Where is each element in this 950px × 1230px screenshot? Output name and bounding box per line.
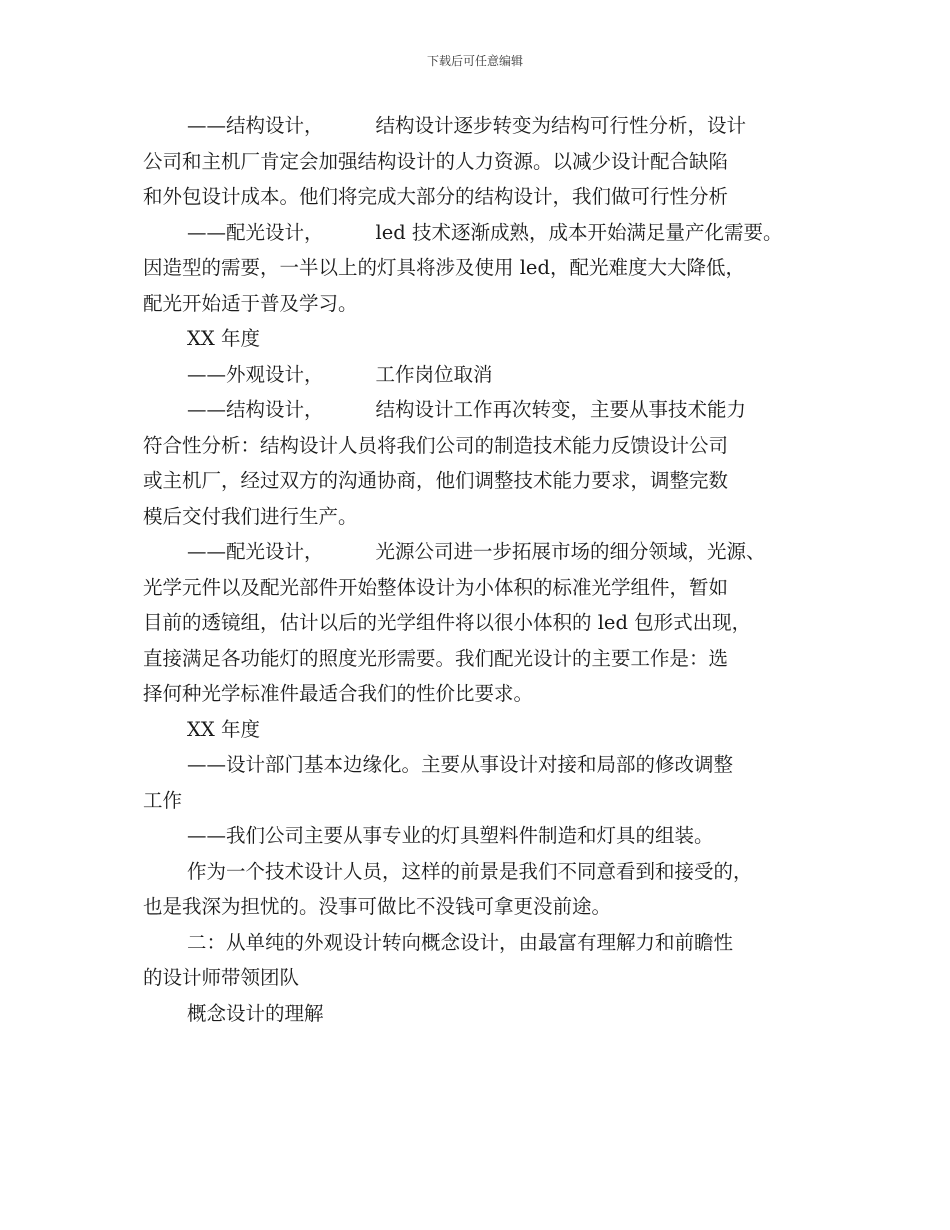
text-span: ——配光设计，: [187, 220, 324, 244]
document-body: [143, 108, 813, 1031]
paragraph-line: ——设计部门基本边缘化。主要从事设计对接和局部的修改调整: [187, 753, 734, 776]
paragraph-line: 公司和主机厂肯定会加强结构设计的人力资源。以减少设计配合缺陷: [143, 149, 729, 173]
paragraph-line: [143, 534, 813, 570]
text-span: led 技术逐渐成熟，成本开始满足量产化需要。: [375, 220, 783, 244]
paragraph-line: 和外包设计成本。他们将完成大部分的结构设计，我们做可行性分析: [143, 185, 729, 208]
paragraph-line: 配光开始适于普及学习。: [143, 291, 358, 315]
paragraph-line: [143, 215, 813, 251]
paragraph-line: [143, 392, 813, 428]
text-span: ——配光设计，: [187, 540, 324, 563]
paragraph-line: 光学元件以及配光部件开始整体设计为小体积的标准光学组件，暂如: [143, 575, 729, 599]
paragraph-line: 工作: [143, 788, 183, 812]
section-heading-continued: 的设计师带领团队: [143, 966, 300, 989]
paragraph-line: 择何种光学标准件最适合我们的性价比要求。: [143, 682, 534, 705]
year-heading: XX 年度: [187, 327, 260, 350]
paragraph-line: [143, 357, 813, 393]
paragraph-line: 因造型的需要，一半以上的灯具将涉及使用 led，配光难度大大降低，: [143, 256, 745, 279]
text-span: 结构设计逐步转变为结构可行性分析，设计: [375, 114, 747, 137]
page-header-note: 下载后可任意编辑: [426, 54, 523, 68]
paragraph-line: 目前的透镜组，估计以后的光学组件将以很小体积的 led 包形式出现，: [143, 611, 752, 634]
paragraph-line: [143, 108, 813, 144]
year-heading: XX 年度: [187, 717, 260, 741]
text-span: ——外观设计，: [187, 362, 324, 386]
paragraph-line: 作为一个技术设计人员，这样的前景是我们不同意看到和接受的，: [187, 859, 753, 883]
paragraph-line: 或主机厂，经过双方的沟通协商，他们调整技术能力要求，调整完数: [143, 469, 729, 492]
text-span: 光源公司进一步拓展市场的细分领域，光源、: [375, 540, 766, 563]
text-span: 结构设计工作再次转变，主要从事技术能力: [375, 398, 747, 421]
paragraph-line: 也是我深为担忧的。没事可做比不没钱可拿更没前途。: [143, 895, 612, 918]
section-heading: 二：从单纯的外观设计转向概念设计，由最富有理解力和前瞻性: [187, 930, 734, 954]
text-span: 工作岗位取消: [375, 362, 493, 386]
text-span: ——结构设计，: [187, 398, 324, 421]
paragraph-line: ——我们公司主要从事专业的灯具塑料件制造和灯具的组装。: [187, 824, 714, 847]
paragraph-line: 符合性分析：结构设计人员将我们公司的制造技术能力反馈设计公司: [143, 433, 729, 457]
subsection-heading: 概念设计的理解: [187, 1001, 324, 1025]
paragraph-line: 直接满足各功能灯的照度光形需要。我们配光设计的主要工作是：选: [143, 646, 729, 670]
text-span: ——结构设计，: [187, 114, 324, 137]
paragraph-line: 模后交付我们进行生产。: [143, 504, 358, 528]
